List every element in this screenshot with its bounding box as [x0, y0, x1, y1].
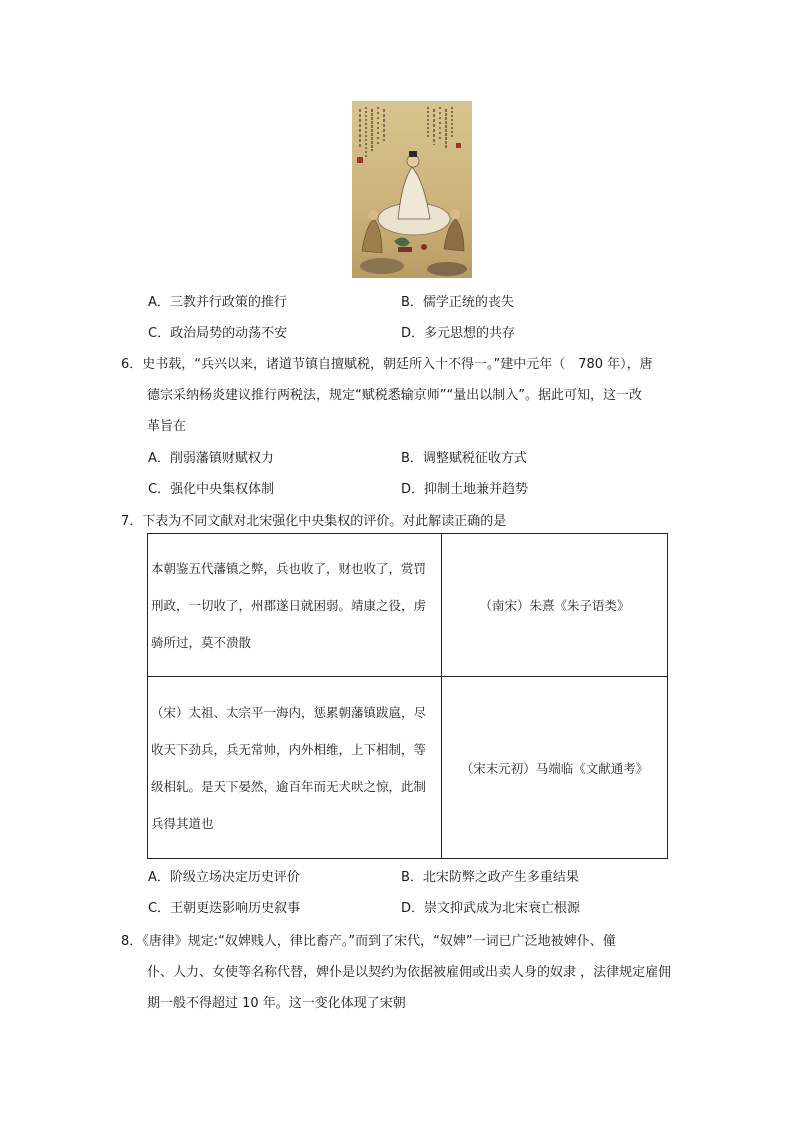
painting-image — [352, 101, 472, 278]
q8-stem-line-1: 8．《唐律》规定:“奴婢贱人，律比畜产。”而到了宋代，“奴婢”一词已广泛地被婢仆、僮 — [121, 934, 616, 949]
quote-line: 收天下劲兵，兵无常帅，内外相维，上下相制，等 — [151, 741, 427, 757]
q5-option-b: B．儒学正统的丧失 — [401, 295, 514, 310]
q7-source-cell: （宋末元初）马端临《文献通考》 — [442, 677, 668, 859]
q6-stem-line-3: 革旨在 — [147, 419, 187, 434]
scholar-painting — [352, 101, 472, 278]
q7-source-cell: （南宋）朱熹《朱子语类》 — [442, 534, 668, 677]
q6-option-d: D．抑制土地兼并趋势 — [401, 482, 529, 497]
q5-option-d: D．多元思想的共存 — [401, 326, 516, 341]
q7-stem: 7．下表为不同文献对北宋强化中央集权的评价。对此解读正确的是 — [121, 514, 507, 529]
q6-stem-line-2: 德宗采纳杨炎建议推行两税法，规定“赋税悉输京师”“量出以制入”。据此可知，这一改 — [147, 388, 642, 403]
q6-option-b: B．调整赋税征收方式 — [401, 451, 527, 466]
q5-option-a: A．三教并行政策的推行 — [148, 295, 287, 310]
quote-line: （宋）太祖、太宗平一海内，惩累朝藩镇跋扈，尽 — [151, 704, 427, 720]
q6-stem-line-1: 6．史书载，“兵兴以来，诸道节镇自擅赋税，朝廷所入十不得一。”建中元年（ 780 年），唐 — [121, 357, 653, 372]
quote-line: 本朝鉴五代藩镇之弊，兵也收了，财也收了，赏罚 — [151, 560, 427, 576]
q8-stem-line-2: 仆、人力、女使等名称代替，婢仆是以契约为依据被雇佣或出卖人身的奴隶 ，法律规定雇佣 — [147, 965, 672, 980]
q7-option-c: C．王朝更迭影响历史叙事 — [148, 901, 301, 916]
q8-stem-line-3: 期一般不得超过 10 年。这一变化体现了宋朝 — [147, 996, 406, 1011]
q6-option-c: C．强化中央集权体制 — [148, 482, 275, 497]
quote-line: 级相轧。是天下晏然，逾百年而无犬吠之惊，此制 — [151, 778, 427, 794]
q7-option-a: A．阶级立场决定历史评价 — [148, 870, 300, 885]
q7-option-d: D．崇文抑武成为北宋衰亡根源 — [401, 901, 581, 916]
q5-option-c: C．政治局势的动荡不安 — [148, 326, 288, 341]
table-row — [148, 534, 668, 677]
q7-option-b: B．北宋防弊之政产生多重结果 — [401, 870, 579, 885]
table-row — [148, 677, 668, 859]
quote-line: 刑政，一切收了，州郡遂日就困弱。靖康之役，虏 — [151, 597, 427, 613]
q7-table — [147, 533, 668, 859]
q6-option-a: A．削弱藩镇财赋权力 — [148, 451, 274, 466]
quote-line: 骑所过，莫不溃散 — [151, 634, 252, 650]
q7-quote-cell — [148, 677, 442, 859]
quote-line: 兵得其道也 — [151, 815, 214, 831]
q7-quote-cell — [148, 534, 442, 677]
